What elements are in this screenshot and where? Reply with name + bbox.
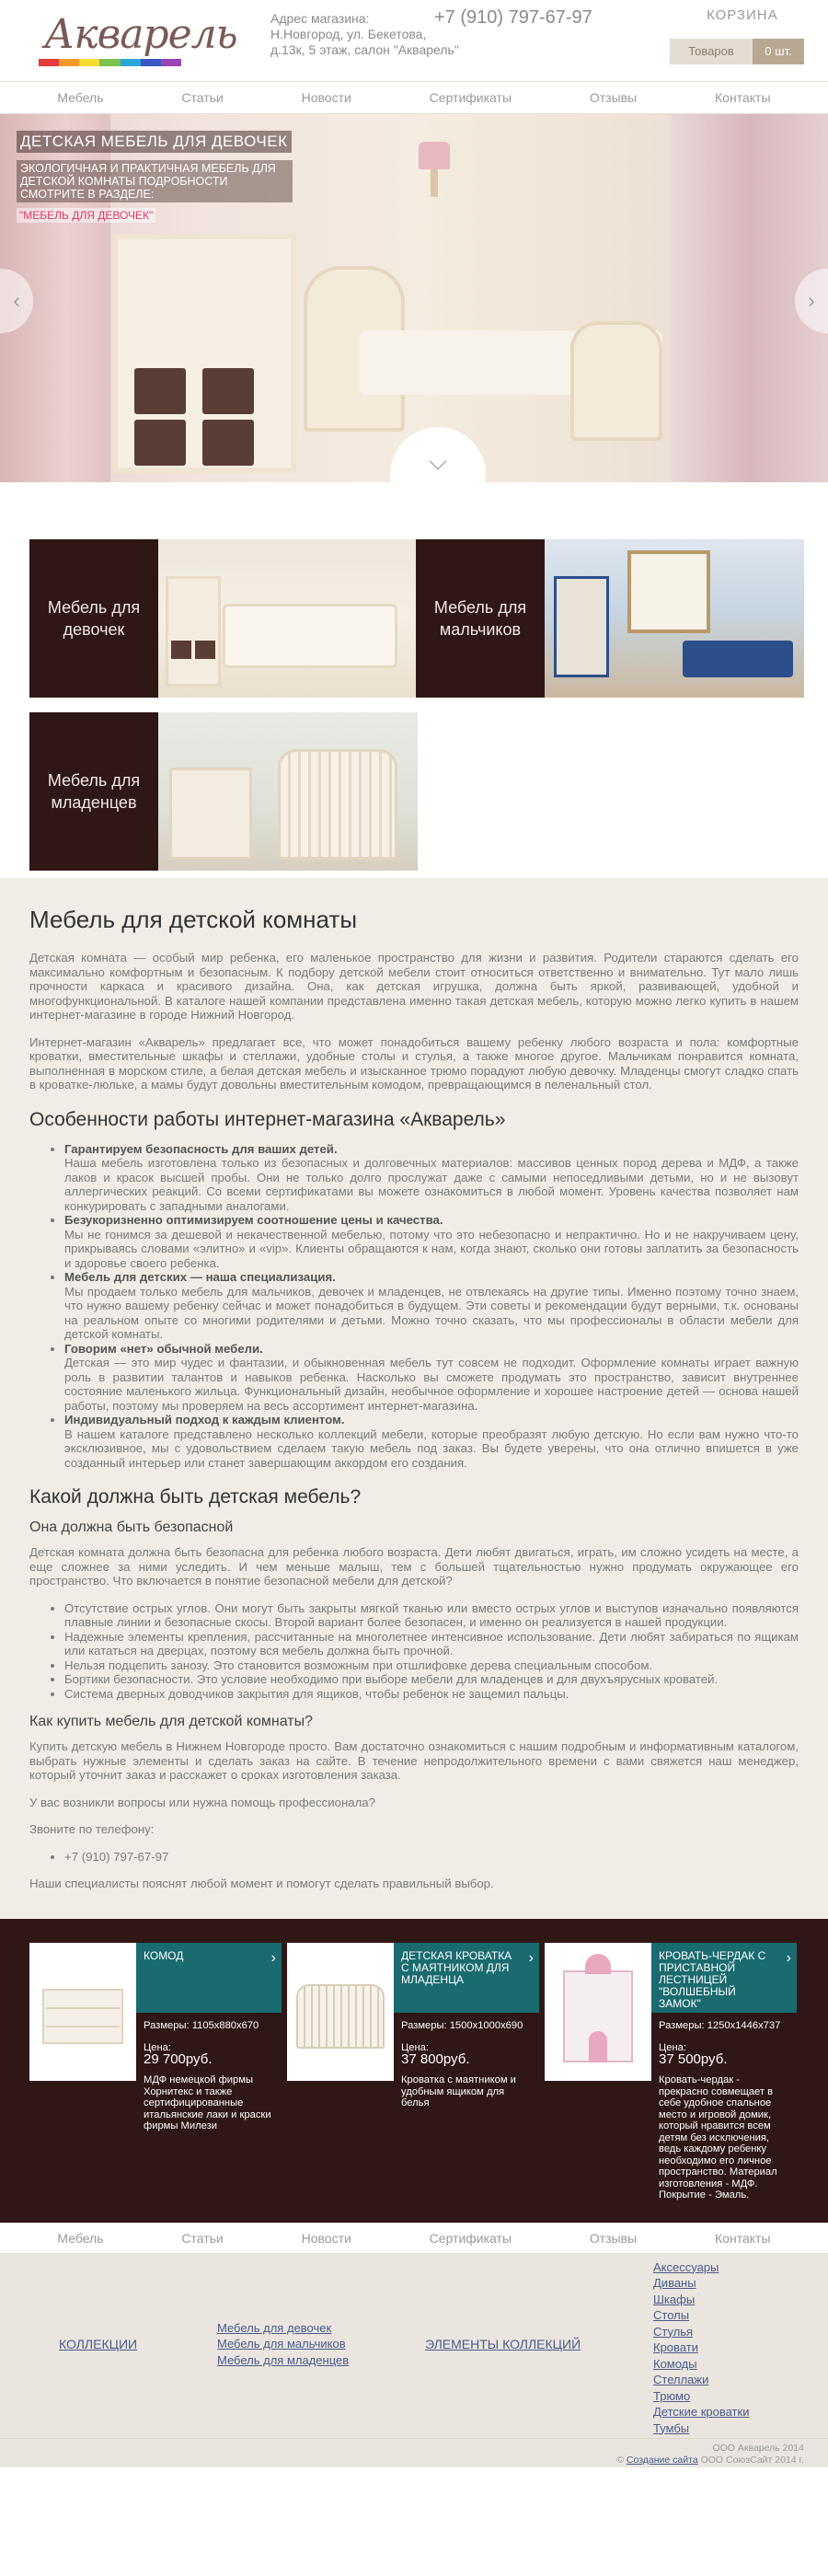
shelf-shape xyxy=(166,576,221,687)
safety-paragraph: Детская комната должна быть безопасна для ребенка любого возраста. Дети любят двигаться, играть, им сложно усидеть на месте, а еще сложнее за ними уследить. И чем меньше малыш, тем с большей тщательностью нужно продумать окружающее его пространство. Что включается в понятие безопасной мебели для детской? xyxy=(29,1545,799,1588)
safety-list xyxy=(64,1601,799,1702)
lamp-shade xyxy=(419,142,450,169)
product-info xyxy=(651,2013,797,2209)
footer-collections-title[interactable]: КОЛЛЕКЦИИ xyxy=(59,2336,138,2351)
logo-stripe-1 xyxy=(39,59,59,66)
product-price: 37 800руб. xyxy=(401,2050,470,2067)
developer-link[interactable]: Создание сайта xyxy=(626,2454,698,2466)
product-image[interactable] xyxy=(287,1943,394,2081)
feature-text: В нашем каталоге представлено несколько коллекций мебели, которые преобразят любую детскую. Но если вам нужно что-то эксклюзивное, мы с удовольствием сделаем такую мебель под заказ. Вы будете уверены, что она отлично впишется в уже созданный интерьер или станет завершающим аккордом его создания. xyxy=(64,1427,799,1470)
logo-stripe-6 xyxy=(141,59,161,66)
header-phone[interactable]: +7 (910) 797-67-97 xyxy=(434,7,592,28)
header xyxy=(0,0,828,81)
basket xyxy=(134,420,186,466)
footer-nav-contacts[interactable]: Контакты xyxy=(715,2230,771,2246)
product-image[interactable] xyxy=(29,1943,136,2081)
product-info xyxy=(136,2013,282,2140)
cart[interactable] xyxy=(670,7,804,63)
price-label: Цена: xyxy=(144,2042,172,2053)
category-girls[interactable]: Мебель для девочек xyxy=(29,539,158,698)
hero-shelf-image xyxy=(112,234,296,473)
dresser-drawer xyxy=(46,2007,120,2009)
logo-stripe-2 xyxy=(59,59,79,66)
category-babies-image[interactable] xyxy=(158,712,418,871)
logo[interactable] xyxy=(39,9,237,64)
nav-item-articles[interactable]: Статьи xyxy=(181,90,224,105)
product-name[interactable]: ДЕТСКАЯ КРОВАТКА С МАЯТНИКОМ ДЛЯ МЛАДЕНЦА xyxy=(401,1948,512,1986)
hero-caption xyxy=(17,131,293,224)
castle-door xyxy=(589,2031,607,2062)
chevron-down-icon: ⌵ xyxy=(429,447,447,475)
footer-element-link[interactable]: Кровати xyxy=(653,2340,698,2354)
feature-title: Безукоризненно оптимизируем соотношение цены и качества. xyxy=(64,1213,443,1227)
closing-paragraph: Наши специалисты пояснят любой момент и помогут сделать правильный выбор. xyxy=(29,1877,494,1890)
footer-collection-link[interactable]: Мебель для младенцев xyxy=(217,2352,350,2367)
footer-links xyxy=(0,2254,828,2438)
nav-item-certificates[interactable]: Сертификаты xyxy=(429,90,512,105)
footer-element-link[interactable]: Комоды xyxy=(653,2356,697,2371)
logo-stripe-7 xyxy=(161,59,181,66)
safety-item: • Бортики безопасности. Это условие необходимо при выборе мебели для младенцев и для двухъярусных кроватей. xyxy=(64,1672,799,1687)
footer-nav-reviews[interactable]: Отзывы xyxy=(589,2230,638,2246)
product-title[interactable] xyxy=(651,1943,797,2013)
featured-products xyxy=(0,1919,828,2223)
product-card[interactable] xyxy=(287,1943,539,2201)
product-card[interactable] xyxy=(545,1943,797,2201)
copyright-bar xyxy=(0,2438,828,2467)
product-name[interactable]: КРОВАТЬ-ЧЕРДАК С ПРИСТАВНОЙ ЛЕСТНИЦЕЙ "ВОЛШЕБНЫЙ ЗАМОК" xyxy=(659,1948,766,2010)
footer-collections-list xyxy=(217,2320,349,2369)
seo-content xyxy=(0,878,828,1919)
intro-paragraph-2: Интернет-магазин «Акварель» предлагает все, что может понадобиться вашему ребенку любого возраста и пола: комфортные кроватки, вместительные шкафы и стеллажи, удобные столы и стулья, а также многое другое. Мальчикам понравится комната, выполненная в морском стиле, а белая детская мебель и изысканное трюмо порадуют любую девочку. Младенцы смогут сладко спать в кроватке-люльке, а мамы будут довольны вместительным комодом, превращающимся в пеленальный стол. xyxy=(29,1034,799,1092)
footer-collection-link[interactable]: Мебель для девочек xyxy=(217,2320,332,2335)
feature-item xyxy=(64,1270,799,1342)
crib-shape xyxy=(296,1984,385,2049)
developer-credit xyxy=(616,2455,804,2466)
phone-item[interactable]: • +7 (910) 797-67-97 xyxy=(64,1850,799,1865)
safety-item: • Отсутствие острых углов. Они могут быть закрыты мягкой тканью или вместо острых углов и выступов изначально появляются плавные линии и безопасные скосы. Второй вариант более безопасен, и именно он реализуется в нашей продукции. xyxy=(64,1601,799,1630)
features-list xyxy=(64,1142,799,1471)
hero-description: ЭКОЛОГИЧНАЯ И ПРАКТИЧНАЯ МЕБЕЛЬ ДЛЯ ДЕТСКОЙ КОМНАТЫ ПОДРОБНОСТИ СМОТРИТЕ В РАЗДЕЛЕ: xyxy=(17,160,293,202)
feature-text: Мы продаем только мебель для мальчиков, девочек и младенцев, не отвлекаясь на другие типы. Именно поэтому точно знаем, что нужно вашему ребенку сейчас и может понадобиться в будущем. Эти советы и рекомендации будут верными, т.к. основаны на реальном опыте со многими родителями и детьми. Можно точно сказать, что мы профессионалы в области мебели для детской комнаты. xyxy=(64,1284,799,1341)
footer-element-link[interactable]: Стулья xyxy=(653,2324,694,2339)
chevron-right-icon: › xyxy=(786,1949,791,1966)
nav-item-reviews[interactable]: Отзывы xyxy=(589,90,638,105)
footer-element-link[interactable]: Трюмо xyxy=(653,2388,691,2403)
basket xyxy=(202,420,254,466)
address-line: д.13к, 5 этаж, салон "Акварель" xyxy=(270,42,459,57)
basket xyxy=(202,368,254,414)
product-title[interactable] xyxy=(394,1943,539,2013)
price-label: Цена: xyxy=(401,2042,430,2053)
store-address xyxy=(270,11,459,58)
feature-item xyxy=(64,1142,799,1214)
address-line: Адрес магазина: xyxy=(270,11,370,26)
category-girls-image[interactable] xyxy=(158,539,418,698)
page-title: Мебель для детской комнаты xyxy=(29,906,358,933)
buy-subheading: Как купить мебель для детской комнаты? xyxy=(29,1714,314,1729)
copyright-symbol: © xyxy=(616,2454,624,2466)
nav-item-news[interactable]: Новости xyxy=(301,90,351,105)
product-price: 37 500руб. xyxy=(659,2050,728,2067)
price-label: Цена: xyxy=(659,2042,687,2053)
basket xyxy=(134,368,186,414)
basket xyxy=(195,641,215,659)
logo-stripe-3 xyxy=(79,59,99,66)
feature-title: Индивидуальный подход к каждым клиентом. xyxy=(64,1413,345,1427)
footer-elements-title[interactable]: ЭЛЕМЕНТЫ КОЛЛЕКЦИЙ xyxy=(425,2336,581,2351)
phone-list xyxy=(64,1850,799,1865)
feature-title: Гарантируем безопасность для ваших детей. xyxy=(64,1141,338,1156)
category-boys-image[interactable] xyxy=(545,539,804,698)
product-description: МДФ немецкой фирмы Хорнитекс и также сертифицированные итальянские лаки и краски фирмы Милези xyxy=(144,2074,271,2131)
castle-tower xyxy=(585,1954,611,1974)
product-size: Размеры: 1500х1000х690 xyxy=(401,2019,523,2031)
product-card[interactable] xyxy=(29,1943,282,2201)
basket xyxy=(171,641,191,659)
hero-bed-image xyxy=(304,266,672,450)
footer-nav-news[interactable]: Новости xyxy=(301,2230,351,2246)
category-grid xyxy=(0,482,828,878)
chevron-right-icon: › xyxy=(808,289,815,312)
window-shape xyxy=(627,550,710,633)
logo-text: Акварель xyxy=(44,11,237,58)
footer-element-link[interactable]: Тумбы xyxy=(653,2420,690,2435)
safe-subheading: Она должна быть безопасной xyxy=(29,1519,234,1535)
bed-footboard xyxy=(570,321,662,441)
bed-shape xyxy=(223,604,397,668)
copyright-text: ООО Акварель 2014 xyxy=(712,2442,804,2454)
footer-nav-furniture[interactable]: Мебель xyxy=(57,2230,104,2246)
logo-stripe-4 xyxy=(99,59,120,66)
product-description: Кровать-чердак - прекрасно совмещает в себе удобное спальное место и игровой домик, который нравится всем детям без исключения, ведь каждому ребенку необходимо его личное пространство. Материал изготовления - МДФ. Покрытие - Эмаль. xyxy=(659,2074,777,2201)
logo-stripe-5 xyxy=(121,59,141,66)
footer-element-link[interactable]: Диваны xyxy=(653,2276,696,2290)
what-heading: Какой должна быть детская мебель? xyxy=(29,1486,362,1507)
footer-element-link[interactable]: Аксессуары xyxy=(653,2259,719,2274)
feature-text: Наша мебель изготовлена только из безопасных и долговечных материалов: массивов ценных пород дерева и МДФ, а также лаков и красок высшей пробы. Они не только долго прослужат даже с самыми непоседливыми детьми, но и не вызовут аллергических реакций. Со всеми сертификатами вы можете ознакомиться в любой момент. Уровень качества позволяет нам конкурировать с западными аналогами. xyxy=(64,1156,799,1213)
footer-collection-link[interactable]: Мебель для мальчиков xyxy=(217,2337,346,2351)
nav-item-contacts[interactable]: Контакты xyxy=(715,90,771,105)
intro-paragraph: Детская комната — особый мир ребенка, его маленькое пространство для жизни и развития. Родители стараются сделать его максимально комфортным и безопасным. К подбору детской мебели стоит относиться ответственно и внимательно. Тут мало лишь прочности каркаса и красивого дизайна. Она, как детская игрушка, должна быть яркой, развивающей, удобной и многофункциональной. В каталоге нашей компании представлена именно такая детская мебель, которую можно легко купить в нашем интернет-магазине в городе Нижний Новгород. xyxy=(29,951,799,1022)
footer-element-link[interactable]: Стеллажи xyxy=(653,2373,709,2386)
footer-nav-certificates[interactable]: Сертификаты xyxy=(429,2230,512,2246)
feature-item xyxy=(64,1213,799,1270)
hero-link[interactable]: "МЕБЕЛЬ ДЛЯ ДЕВОЧЕК" xyxy=(17,208,155,223)
dresser-shape xyxy=(42,1989,123,2044)
cart-summary[interactable] xyxy=(670,39,804,64)
call-paragraph: Звоните по телефону: xyxy=(29,1822,155,1836)
footer-element-link[interactable]: Шкафы xyxy=(653,2292,696,2306)
product-description: Кроватка с маятником и удобным ящиком для белья xyxy=(401,2074,516,2108)
product-price: 29 700руб. xyxy=(144,2050,213,2067)
feature-text: Мы не гонимся за дешевой и некачественной мебелью, потому что это небезопасно и непрактично. Но и не накручиваем цену, прикрываясь словами «элитно» и «vip». Клиенты обращаются к нам, когда знают, сколько они готовы заплатить за безопасность и здоровье своего ребенка. xyxy=(64,1227,799,1270)
product-size: Размеры: 1105х880х670 xyxy=(144,2019,259,2031)
dresser-drawer xyxy=(46,2026,120,2027)
footer-nav-articles[interactable]: Статьи xyxy=(181,2230,224,2246)
address-line: Н.Новгород, ул. Бекетова, xyxy=(270,27,427,41)
feature-item xyxy=(64,1342,799,1414)
safety-item: • Нельзя подцепить занозу. Это становится возможным при отшлифовке дерева специальным способом. xyxy=(64,1658,799,1673)
feature-title: Говорим «нет» обычной мебели. xyxy=(64,1341,263,1356)
dresser-shape xyxy=(169,768,252,860)
chevron-left-icon: ‹ xyxy=(13,289,20,312)
category-babies[interactable]: Мебель для младенцев xyxy=(29,712,158,871)
hero-title: ДЕТСКАЯ МЕБЕЛЬ ДЛЯ ДЕВОЧЕК xyxy=(17,131,292,153)
nav-item-furniture[interactable]: Мебель xyxy=(57,90,104,105)
lamp-base xyxy=(431,169,438,197)
footer-element-link[interactable]: Столы xyxy=(653,2308,690,2322)
category-boys[interactable]: Мебель для мальчиков xyxy=(416,539,545,698)
safety-item: • Система дверных доводчиков закрытия для ящиков, чтобы ребенок не защемил пальцы. xyxy=(64,1687,799,1702)
cart-goods-label[interactable]: Товаров xyxy=(670,39,753,64)
bunk-shape xyxy=(554,576,609,677)
product-size: Размеры: 1250х1446х737 xyxy=(659,2019,781,2031)
buy-paragraph: Купить детскую мебель в Нижнем Новгороде просто. Вам достаточно ознакомиться с нашим подробным и информативным каталогом, выбрать нужные элементы и сделать заказ на сайте. В течение непродолжительного времени с вами свяжется наш менеджер, который уточнит заказ и расскажет о сроках изготовления заказа. xyxy=(29,1739,799,1782)
product-info xyxy=(394,2013,539,2117)
footer-elements-list xyxy=(653,2259,749,2437)
feature-title: Мебель для детских — наша специализация. xyxy=(64,1270,336,1284)
product-image[interactable] xyxy=(545,1943,651,2081)
product-title[interactable] xyxy=(136,1943,282,2013)
developer-name: ООО СоюзСайт 2014 г. xyxy=(700,2454,804,2466)
bed-shape xyxy=(683,641,793,677)
cart-count[interactable]: 0 шт. xyxy=(753,39,804,64)
chevron-right-icon: › xyxy=(528,1949,534,1966)
cart-title[interactable]: КОРЗИНА xyxy=(707,7,778,23)
main-nav xyxy=(0,81,828,114)
features-heading: Особенности работы интернет-магазина «Акварель» xyxy=(29,1108,506,1130)
safety-item: • Надежные элементы крепления, рассчитанные на многолетнее интенсивное использование. Дети любят забираться по ящикам или кататься на дверцах, поэтому вся мебель должна быть прочной. xyxy=(64,1630,799,1658)
logo-stripes xyxy=(39,59,181,66)
hero-slider xyxy=(0,114,828,482)
chevron-right-icon: › xyxy=(270,1949,276,1966)
questions-paragraph: У вас возникли вопросы или нужна помощь профессионала? xyxy=(29,1795,375,1809)
product-name[interactable]: КОМОД xyxy=(144,1948,184,1962)
footer-nav xyxy=(0,2223,828,2254)
feature-item xyxy=(64,1413,799,1470)
crib-shape xyxy=(278,749,397,860)
footer-element-link[interactable]: Детские кроватки xyxy=(653,2405,750,2419)
feature-text: Детская — это мир чудес и фантазии, и обыкновенная мебель тут совсем не подходит. Оформление комнаты играет важную роль в развитии талантов и навыков ребенка. Насколько вы сможете продумать это пространство, зависит внутреннее состояние маленького жильца. Функциональный дизайн, необычное оформление и хорошее настроение детей — основа нашей работы, поэтому мы проверяем на весь ассортимент интернет-магазина. xyxy=(64,1356,799,1413)
